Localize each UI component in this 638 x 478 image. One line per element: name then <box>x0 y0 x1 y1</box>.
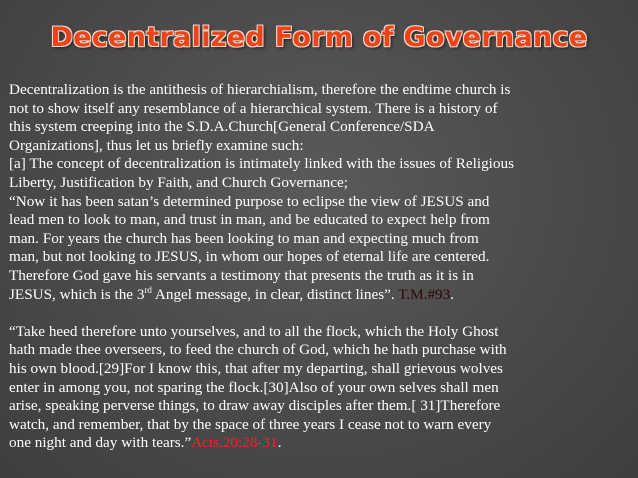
text-line: man, but not looking to JESUS, in whom our hopes of eternal life are centered. <box>9 248 490 266</box>
text-line: not to show itself any resemblance of a hierarchical system. There is a history of <box>9 99 498 117</box>
text-line: Liberty, Justification by Faith, and Church Governance; <box>9 173 348 191</box>
text-fragment: one night and day with tears.” <box>9 434 192 452</box>
text-line: enter in among you, not sparing the flock.[30]Also of your own selves shall men <box>9 378 499 396</box>
text-line: watch, and remember, that by the space of three years I cease not to warn every <box>9 415 492 433</box>
text-line: “Now it has been satan’s determined purpose to eclipse the view of JESUS and <box>9 192 490 210</box>
paragraph-intro <box>9 81 631 304</box>
paragraph-spacer <box>9 304 631 323</box>
text-fragment: Angel message, in clear, distinct lines”. <box>151 285 399 303</box>
text-line: his own blood.[29]For I know this, that after my departing, shall grievous wolves <box>9 359 503 377</box>
text-line: Decentralization is the antithesis of hierarchialism, therefore the endtime church is <box>9 81 511 98</box>
text-line: “Take heed therefore unto yourselves, and to all the flock, which the Holy Ghost <box>9 322 499 340</box>
citation-tm93: T.M.#93 <box>398 285 451 303</box>
superscript: rd <box>144 284 152 295</box>
text-line-with-citation <box>9 434 631 453</box>
text-line: Therefore God gave his servants a testimony that presents the truth as it is in <box>9 266 474 284</box>
text-fragment: . <box>277 434 282 452</box>
text-line: [a] The concept of decentralization is intimately linked with the issues of Religious <box>9 155 514 173</box>
slide-body <box>9 81 631 453</box>
slide-title: Decentralized Form of Governance <box>50 22 588 53</box>
text-line: this system creeping into the S.D.A.Church[General Conference/SDA <box>9 118 435 136</box>
text-line: arise, speaking perverse things, to draw away disciples after them.[ 31]Therefore <box>9 397 501 415</box>
paragraph-scripture <box>9 323 631 453</box>
text-line: man. For years the church has been looking to man and expecting much from <box>9 229 479 247</box>
text-line: hath made thee overseers, to feed the church of God, which he hath purchase with <box>9 341 507 359</box>
text-line: lead men to look to man, and trust in man, and be educated to expect help from <box>9 211 490 229</box>
text-line: Organizations], thus let us briefly examine such: <box>9 136 304 154</box>
citation-acts: Acts.20:28-31 <box>191 434 278 452</box>
text-fragment: . <box>450 285 455 303</box>
text-line-with-citation <box>9 286 631 305</box>
text-fragment: JESUS, which is the 3 <box>9 285 145 303</box>
